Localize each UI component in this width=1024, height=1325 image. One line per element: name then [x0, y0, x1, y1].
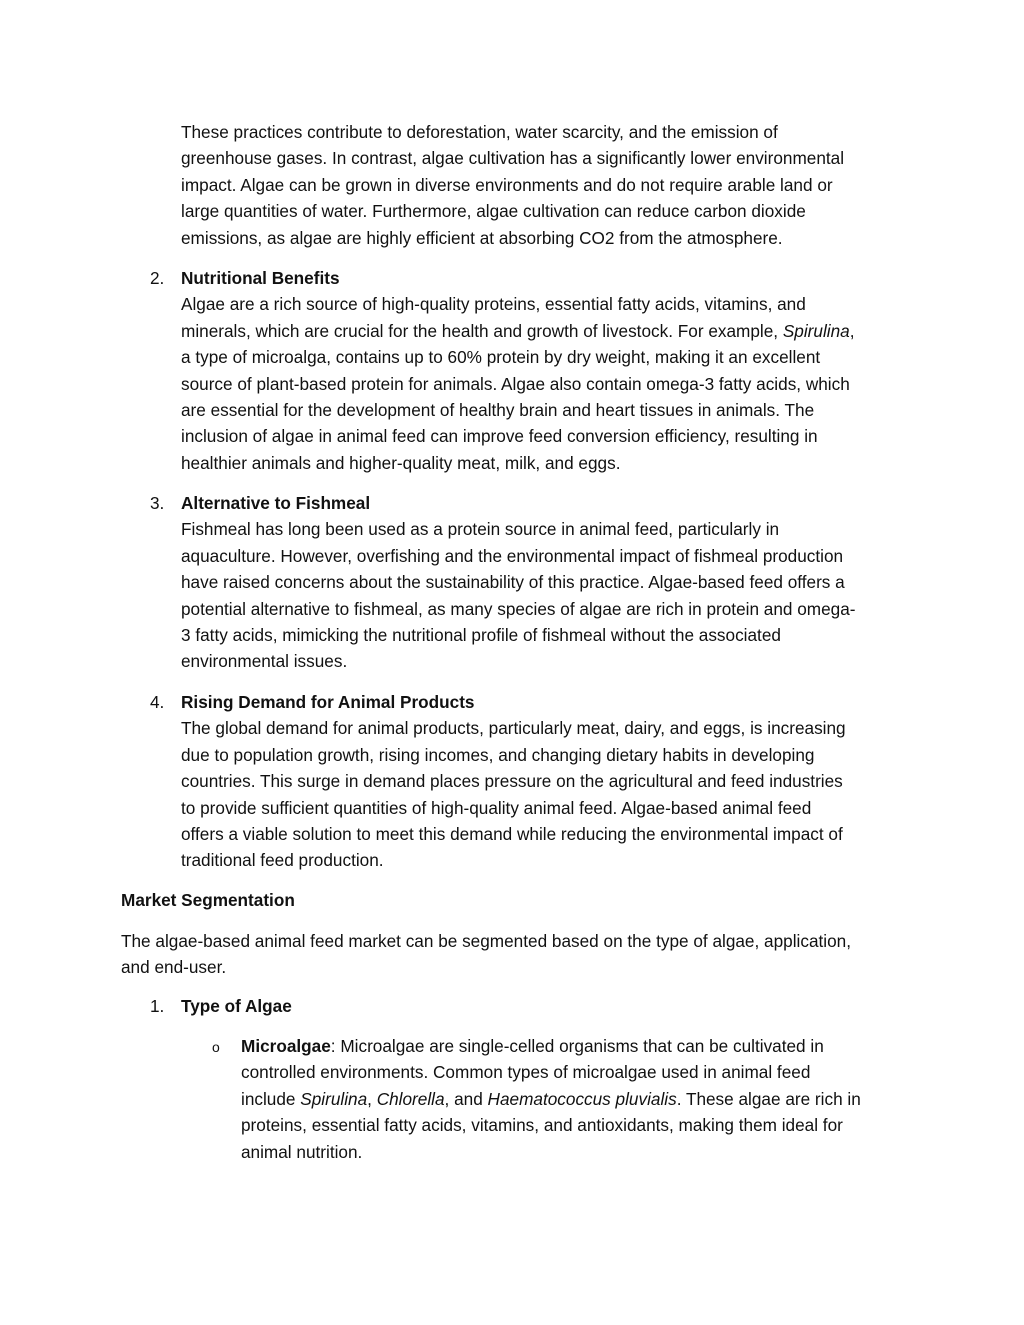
text-line: inclusion of algae in animal feed can improve feed conversion efficiency, resulting in	[181, 426, 818, 447]
list-item-heading: Alternative to Fishmeal	[181, 493, 371, 513]
list-number: 1.	[150, 996, 165, 1016]
intro-paragraph	[181, 119, 906, 251]
section-heading: Market Segmentation	[121, 890, 295, 910]
list-item-nutritional-benefits	[181, 265, 906, 476]
list-item-heading: Rising Demand for Animal Products	[181, 692, 475, 712]
text-line: and end-user.	[121, 957, 227, 978]
species-name: Haematococcus pluvialis	[487, 1088, 677, 1109]
species-name: Chlorella	[376, 1088, 445, 1109]
species-name: Spirulina	[782, 320, 850, 341]
bullet-marker: o	[212, 1039, 220, 1055]
list-item-heading: Type of Algae	[181, 996, 292, 1016]
text-line: environmental issues.	[181, 651, 348, 672]
text-line: The global demand for animal products, particularly meat, dairy, and eggs, is increasing	[181, 718, 846, 739]
bullet-item-microalgae	[241, 1033, 906, 1165]
text-line: aquaculture. However, overfishing and the environmental impact of fishmeal production	[181, 545, 844, 566]
list-number: 2.	[150, 268, 165, 288]
text-line: proteins, essential fatty acids, vitamins, and antioxidants, making them ideal for	[241, 1115, 843, 1136]
text-line: large quantities of water. Furthermore, algae cultivation can reduce carbon dioxide	[181, 201, 806, 222]
text-line: The algae-based animal feed market can be segmented based on the type of algae, application,	[121, 931, 851, 951]
text-line: impact. Algae can be grown in diverse environments and do not require arable land or	[181, 174, 833, 195]
bullet-term: Microalgae	[241, 1036, 331, 1056]
text-line: healthier animals and higher-quality meat, milk, and eggs.	[181, 452, 621, 473]
text-line: controlled environments. Common types of microalgae used in animal feed	[241, 1062, 811, 1083]
text-line: These practices contribute to deforestation, water scarcity, and the emission of	[181, 122, 778, 142]
list-item-heading: Nutritional Benefits	[181, 268, 340, 288]
text-line: Microalgae: Microalgae are single-celled organisms that can be cultivated in	[241, 1036, 824, 1056]
list-number: 3.	[150, 493, 165, 513]
text-line: have raised concerns about the sustainability of this practice. Algae-based feed offers a	[181, 572, 845, 593]
text-line: greenhouse gases. In contrast, algae cultivation has a significantly lower environmental	[181, 148, 845, 169]
text-line: emissions, as algae are highly efficient at absorbing CO2 from the atmosphere.	[181, 227, 783, 248]
text-line: 3 fatty acids, mimicking the nutritional profile of fishmeal without the associated	[181, 625, 781, 646]
species-name: Spirulina	[300, 1088, 368, 1109]
text-line: due to population growth, rising incomes, and changing dietary habits in developing	[181, 744, 815, 765]
text-line: traditional feed production.	[181, 850, 384, 871]
text-line: countries. This surge in demand places pressure on the agricultural and feed industries	[181, 771, 843, 792]
list-number: 4.	[150, 692, 165, 712]
text-line: animal nutrition.	[241, 1141, 363, 1162]
text-line: a type of microalga, contains up to 60% protein by dry weight, making it an excellent	[181, 347, 821, 368]
text-line: Fishmeal has long been used as a protein source in animal feed, particularly in	[181, 519, 780, 540]
segmentation-paragraph	[121, 928, 906, 981]
text-line: source of plant-based protein for animals. Algae also contain omega-3 fatty acids, which	[181, 373, 850, 394]
text-line: minerals, which are crucial for the health and growth of livestock. For example, Spirulina,	[181, 320, 855, 341]
text-line: include Spirulina, Chlorella, and Haematococcus pluvialis. These algae are rich in	[241, 1088, 861, 1109]
list-item-type-of-algae	[181, 993, 906, 1019]
text-line: offers a viable solution to meet this demand while reducing the environmental impact of	[181, 824, 843, 845]
text-line: Algae are a rich source of high-quality proteins, essential fatty acids, vitamins, and	[181, 294, 806, 315]
text-line: to provide sufficient quantities of high-quality animal feed. Algae-based animal feed	[181, 797, 812, 818]
text-line: potential alternative to fishmeal, as many species of algae are rich in protein and omega-	[181, 598, 856, 619]
list-item-alternative-to-fishmeal	[181, 490, 906, 675]
text-line: are essential for the development of healthy brain and heart tissues in animals. The	[181, 400, 815, 421]
list-item-rising-demand	[181, 689, 906, 874]
